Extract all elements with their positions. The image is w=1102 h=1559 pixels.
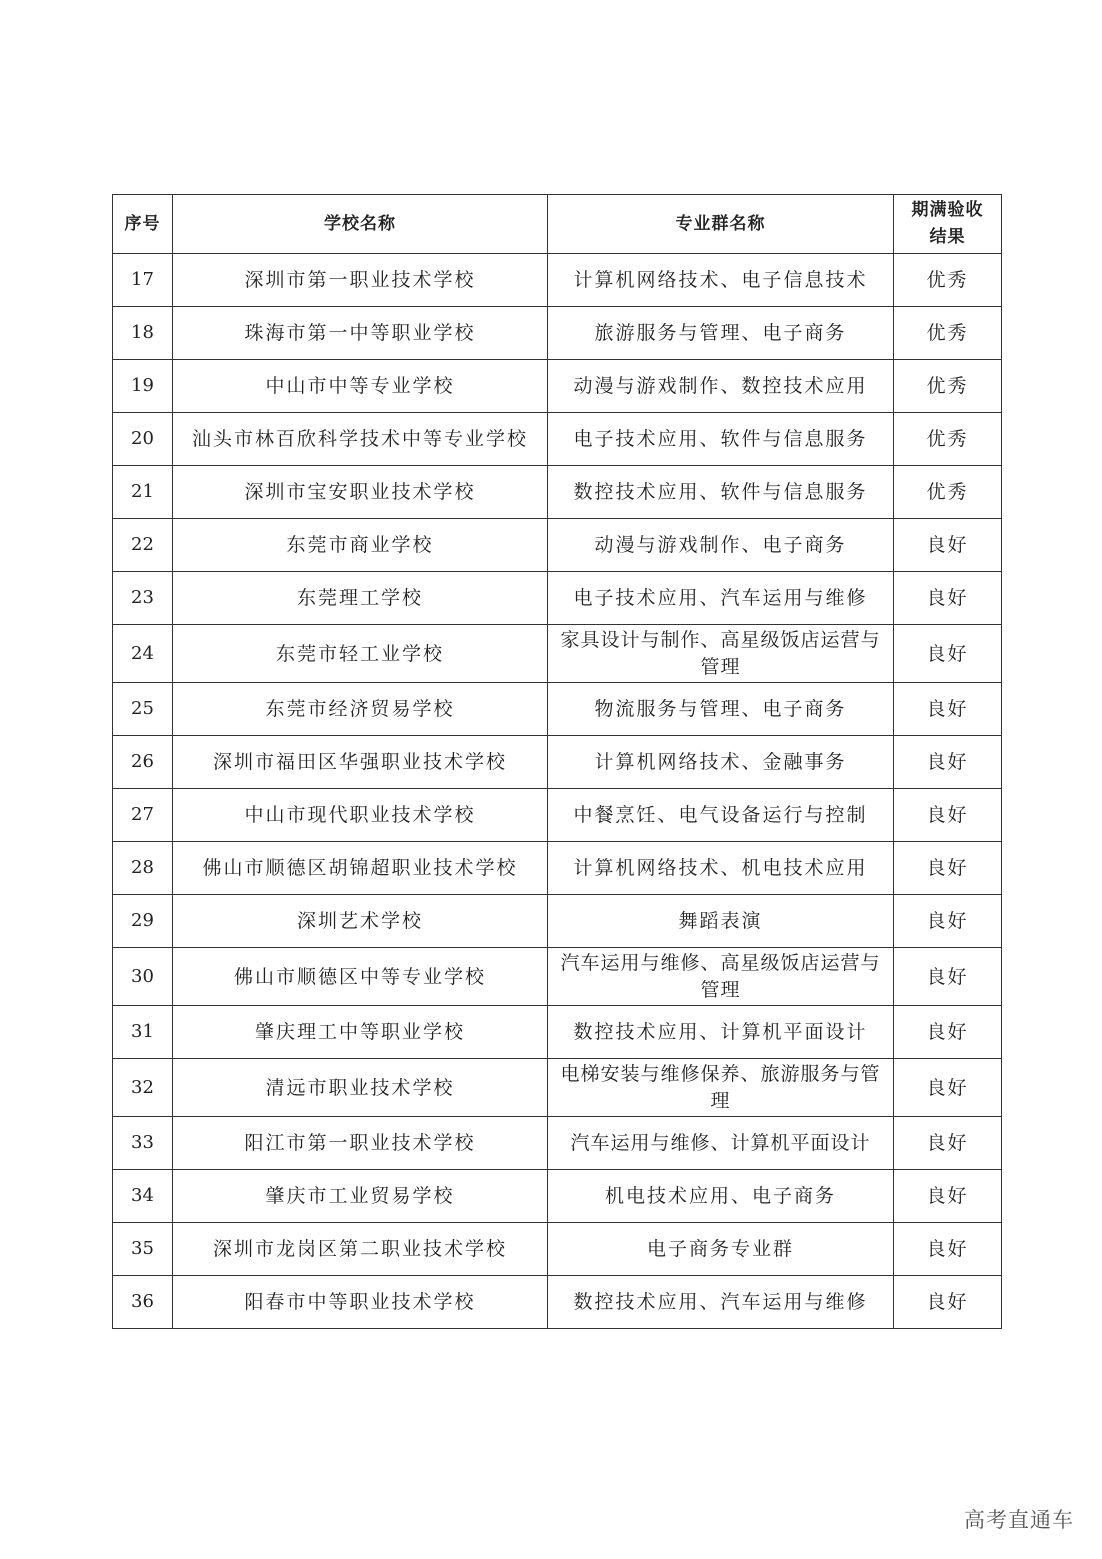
row-result: 良好 xyxy=(894,842,1002,895)
watermark-text: 高考直通车 xyxy=(964,1508,1074,1532)
table-row xyxy=(113,1117,1002,1170)
table-row xyxy=(113,736,1002,789)
row-index: 35 xyxy=(113,1223,173,1276)
row-school: 肇庆市工业贸易学校 xyxy=(173,1170,548,1223)
row-school: 中山市现代职业技术学校 xyxy=(173,789,548,842)
row-school: 中山市中等专业学校 xyxy=(173,360,548,413)
row-result: 良好 xyxy=(894,1117,1002,1170)
row-major-group: 计算机网络技术、电子信息技术 xyxy=(548,254,894,307)
row-index: 28 xyxy=(113,842,173,895)
row-index: 20 xyxy=(113,413,173,466)
row-major-group: 数控技术应用、汽车运用与维修 xyxy=(548,1276,894,1329)
row-index: 34 xyxy=(113,1170,173,1223)
row-major-group: 中餐烹饪、电气设备运行与控制 xyxy=(548,789,894,842)
table-row xyxy=(113,625,1002,683)
table-row xyxy=(113,1170,1002,1223)
table-row xyxy=(113,1223,1002,1276)
row-result: 良好 xyxy=(894,1170,1002,1223)
row-result: 良好 xyxy=(894,519,1002,572)
row-result: 优秀 xyxy=(894,466,1002,519)
table-row xyxy=(113,254,1002,307)
row-index: 31 xyxy=(113,1006,173,1059)
row-school: 深圳艺术学校 xyxy=(173,895,548,948)
row-major-group: 计算机网络技术、金融事务 xyxy=(548,736,894,789)
row-result: 良好 xyxy=(894,625,1002,683)
row-index: 32 xyxy=(113,1059,173,1117)
header-school-name: 学校名称 xyxy=(173,195,548,254)
row-school: 东莞市经济贸易学校 xyxy=(173,683,548,736)
row-major-group: 旅游服务与管理、电子商务 xyxy=(548,307,894,360)
header-major-group: 专业群名称 xyxy=(548,195,894,254)
row-school: 深圳市福田区华强职业技术学校 xyxy=(173,736,548,789)
row-result: 良好 xyxy=(894,1006,1002,1059)
row-major-group: 机电技术应用、电子商务 xyxy=(548,1170,894,1223)
row-major-group: 物流服务与管理、电子商务 xyxy=(548,683,894,736)
row-index: 36 xyxy=(113,1276,173,1329)
table-row xyxy=(113,948,1002,1006)
row-major-group: 数控技术应用、软件与信息服务 xyxy=(548,466,894,519)
row-index: 33 xyxy=(113,1117,173,1170)
row-result: 优秀 xyxy=(894,307,1002,360)
table-row xyxy=(113,1006,1002,1059)
row-major-group: 家具设计与制作、高星级饭店运营与管理 xyxy=(548,625,894,683)
row-major-group: 计算机网络技术、机电技术应用 xyxy=(548,842,894,895)
table-row xyxy=(113,789,1002,842)
acceptance-results-table xyxy=(112,194,1002,1329)
row-school: 深圳市第一职业技术学校 xyxy=(173,254,548,307)
row-index: 27 xyxy=(113,789,173,842)
table-row xyxy=(113,1059,1002,1117)
table-row xyxy=(113,466,1002,519)
table-row xyxy=(113,895,1002,948)
table-row xyxy=(113,307,1002,360)
row-major-group: 电梯安装与维修保养、旅游服务与管理 xyxy=(548,1059,894,1117)
table-row xyxy=(113,842,1002,895)
row-result: 良好 xyxy=(894,572,1002,625)
row-major-group: 电子技术应用、软件与信息服务 xyxy=(548,413,894,466)
row-index: 21 xyxy=(113,466,173,519)
row-result: 良好 xyxy=(894,1223,1002,1276)
row-major-group: 电子商务专业群 xyxy=(548,1223,894,1276)
table-header-row xyxy=(113,195,1002,254)
row-index: 25 xyxy=(113,683,173,736)
row-index: 30 xyxy=(113,948,173,1006)
table-body xyxy=(113,254,1002,1329)
header-result: 期满验收结果 xyxy=(894,195,1002,254)
row-major-group: 动漫与游戏制作、电子商务 xyxy=(548,519,894,572)
row-school: 汕头市林百欣科学技术中等专业学校 xyxy=(173,413,548,466)
row-index: 17 xyxy=(113,254,173,307)
row-result: 良好 xyxy=(894,1276,1002,1329)
table-row xyxy=(113,683,1002,736)
row-school: 珠海市第一中等职业学校 xyxy=(173,307,548,360)
row-result: 良好 xyxy=(894,736,1002,789)
row-major-group: 舞蹈表演 xyxy=(548,895,894,948)
table-row xyxy=(113,519,1002,572)
row-index: 24 xyxy=(113,625,173,683)
row-index: 26 xyxy=(113,736,173,789)
row-index: 22 xyxy=(113,519,173,572)
table-row xyxy=(113,413,1002,466)
row-school: 佛山市顺德区中等专业学校 xyxy=(173,948,548,1006)
row-major-group: 电子技术应用、汽车运用与维修 xyxy=(548,572,894,625)
row-index: 23 xyxy=(113,572,173,625)
row-school: 清远市职业技术学校 xyxy=(173,1059,548,1117)
table-row xyxy=(113,360,1002,413)
row-school: 肇庆理工中等职业学校 xyxy=(173,1006,548,1059)
row-result: 良好 xyxy=(894,683,1002,736)
row-index: 19 xyxy=(113,360,173,413)
row-major-group: 数控技术应用、计算机平面设计 xyxy=(548,1006,894,1059)
row-result: 良好 xyxy=(894,1059,1002,1117)
row-result: 优秀 xyxy=(894,360,1002,413)
row-result: 良好 xyxy=(894,789,1002,842)
row-school: 东莞市轻工业学校 xyxy=(173,625,548,683)
row-major-group: 动漫与游戏制作、数控技术应用 xyxy=(548,360,894,413)
row-school: 东莞理工学校 xyxy=(173,572,548,625)
row-result: 良好 xyxy=(894,948,1002,1006)
row-result: 优秀 xyxy=(894,413,1002,466)
row-result: 良好 xyxy=(894,895,1002,948)
table-row xyxy=(113,572,1002,625)
row-school: 深圳市龙岗区第二职业技术学校 xyxy=(173,1223,548,1276)
row-school: 东莞市商业学校 xyxy=(173,519,548,572)
row-index: 18 xyxy=(113,307,173,360)
header-index: 序号 xyxy=(113,195,173,254)
row-index: 29 xyxy=(113,895,173,948)
table-row xyxy=(113,1276,1002,1329)
row-result: 优秀 xyxy=(894,254,1002,307)
row-school: 阳春市中等职业技术学校 xyxy=(173,1276,548,1329)
row-school: 深圳市宝安职业技术学校 xyxy=(173,466,548,519)
row-school: 阳江市第一职业技术学校 xyxy=(173,1117,548,1170)
row-major-group: 汽车运用与维修、计算机平面设计 xyxy=(548,1117,894,1170)
row-school: 佛山市顺德区胡锦超职业技术学校 xyxy=(173,842,548,895)
row-major-group: 汽车运用与维修、高星级饭店运营与管理 xyxy=(548,948,894,1006)
